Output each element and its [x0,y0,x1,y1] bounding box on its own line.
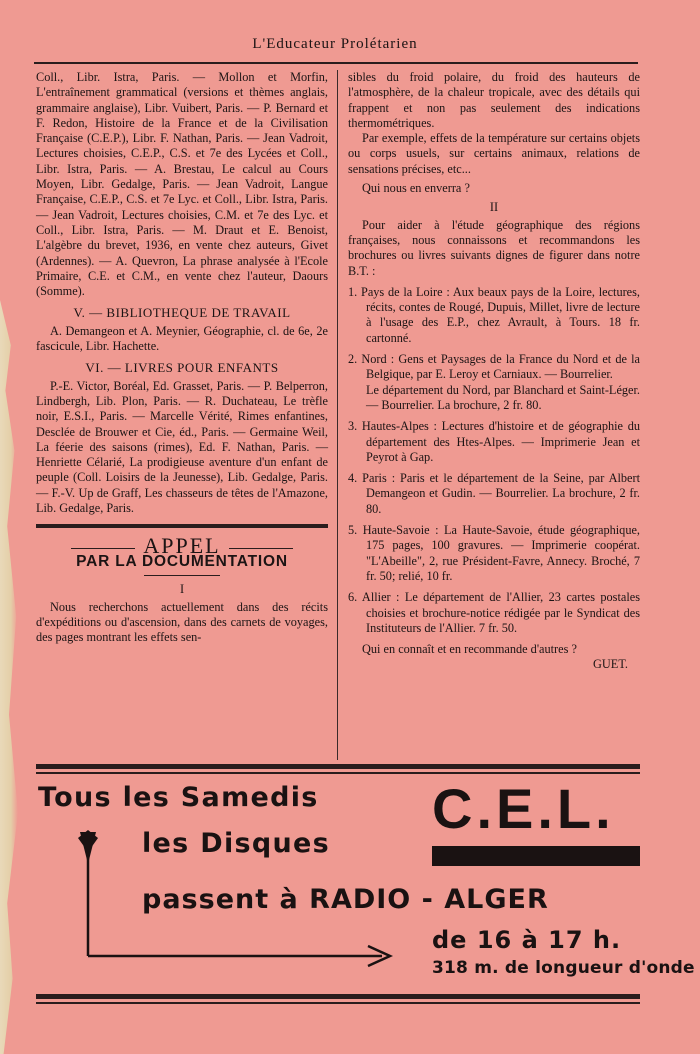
advert-time: de 16 à 17 h. [432,926,622,954]
torn-edge [0,300,18,1054]
column-divider [337,70,338,760]
bibliography-paragraph: Coll., Libr. Istra, Paris. — Mollon et Morfin, L'entraînement grammatical (versions et thèmes anglais, grammaire anglaise), Libr. Vuibert, Paris. — P. Bernard et F. Redon, Histoire de la France et de la Civilisation Française (C.E.P.), Libr. F. Nathan, Paris. — Jean Vadroit, Lectures choisies, C.E.P., C.S. et 7e des Lycées et Coll., Libr. Istra, Paris. — A. Brestau, Le calcul au Cours Moyen, Libr. Gedalge, Paris. — Jean Vadroit, Langue Française, C.E.P., C.S. et 7e Lyc. et Coll., Libr. Istra, Paris. — Jean Vadroit, Lectures choisies, C.M. et 7e des Lyc. et Coll., Libr. Istra, Paris. — M. Draut et E. Benoist, L'algèbre du brevet, 1936, en vente chez auteurs, Givet (Ardennes). — A. Quevron, La phrase analysée à l'Ecole Primaire, C.E. et C.M., en vente chez l'auteur, Daours (Somme). [36,70,328,299]
advert-line-3: passent à RADIO - ALGER [142,884,549,915]
section-v-text: A. Demangeon et A. Meynier, Géographie, cl. de 6e, 2e fascicule, Libr. Hachette. [36,323,328,354]
advert-line-2: les Disques [142,828,331,859]
brand-bar [432,846,640,866]
right-paragraph-intro: Pour aider à l'étude géographique des régions françaises, nous connaissons et recommandons les brochures ou livres suivants dignes de figurer dans notre B.T. : [348,217,640,278]
right-paragraph-1: sibles du froid polaire, du froid des hauteurs de l'atmosphère, de la chaleur tropicale, avec des détails qui frappent et non pas seulement des indications thermométriques. [348,70,640,130]
appel-text: Nous recherchons actuellement dans des récits d'expéditions ou d'ascension, dans des carnets de voyages, des pages montrant les effets sen- [36,599,328,645]
running-head: L'Educateur Prolétarien [252,36,418,52]
advert-rule-bottom [36,994,640,999]
list-item: 1. Pays de la Loire : Aux beaux pays de la Loire, lectures, récits, contes de Rougé, Dupuis, Millet, livre de lecture à l'usage des E.P., chez Avrault, à Tours. 18 fr. cartonné. [348,284,640,345]
right-number: II [489,200,499,215]
section-v-title: V. — BIBLIOTHEQUE DE TRAVAIL [73,305,291,321]
advert-brand: C.E.L. [432,777,615,840]
list-item: 4. Paris : Paris et le département de la Seine, par Albert Demangeon et Gudin. — Bourrelier. La brochure, 2 fr. 80. [348,471,640,516]
appel-rule [144,575,220,577]
advert-rule-bottom-thin [36,1002,640,1004]
advert-line-1: Tous les Samedis [38,782,319,813]
advert-wavelength: 318 m. de longueur d'onde [432,958,695,978]
right-column [348,70,640,673]
section-divider [36,524,328,528]
signature: GUET. [593,657,628,672]
section-vi-text: P.-E. Victor, Boréal, Ed. Grasset, Paris. — P. Belperron, Lindbergh, Lib. Plon, Paris. — R. Duchateau, Le trèfle noir, E.S.I., Paris. — Marcelle Vérité, Rimes enfantines, Desclée de Brouwer et Cie, éd., Paris. — Germaine Weil, La féerie des saisons (rimes), Ed. F. Nathan, Paris. — Henriette Célarié, La prodigieuse aventure d'un enfant de peuple (Coll. Loisirs de la Jeunesse), Lib. Gedalge, Paris. — F.-V. Up de Graff, Les chasseurs de têtes de l'Amazone, Lib. Gedalge, Paris. [36,378,328,516]
left-column [36,70,328,646]
list-item: 2. Nord : Gens et Paysages de la France du Nord et de la Belgique, par E. Leroy et Carniaux. — Bourrelier. [348,352,640,382]
list-item: 6. Allier : Le département de l'Allier, 23 cartes postales choisies et brochure-notice rédigée par le Syndicat des Instituteurs de l'Allier. 7 fr. 50. [348,590,640,635]
advert-rule-top [36,764,640,769]
right-paragraph-2: Par exemple, effets de la température sur certains objets ou corps usuels, sur certains animaux, relations de sensations précises, etc... [348,131,640,176]
header-rule [34,62,638,64]
advert-rule-top-thin [36,772,640,774]
appel-subtitle: PAR LA DOCUMENTATION [76,552,288,570]
arrow-icon [72,828,402,968]
appel-title: APPEL [143,533,221,559]
section-vi-title: VI. — LIVRES POUR ENFANTS [85,360,279,376]
list-item: 5. Haute-Savoie : La Haute-Savoie, étude géographique, 175 pages, 100 gravures. — Imprimerie coopérat. "L'Abeille", 2, rue Président-Favre, Annecy. Broché, 7 fr. 50; relié, 10 fr. [348,523,640,583]
appel-heading [36,533,328,559]
closing-question: Qui en connaît et en recommande d'autres ? [362,642,577,657]
appel-number: I [179,582,185,597]
list-subitem: Le département du Nord, par Blanchard et Saint-Léger. — Bourrelier. La brochure, 2 fr. 80. [366,382,640,412]
right-question: Qui nous en enverra ? [362,181,470,196]
list-item: 3. Hautes-Alpes : Lectures d'histoire et de géographie du département des Htes-Alpes. — Imprimerie Jean et Peyrot à Gap. [348,419,640,464]
